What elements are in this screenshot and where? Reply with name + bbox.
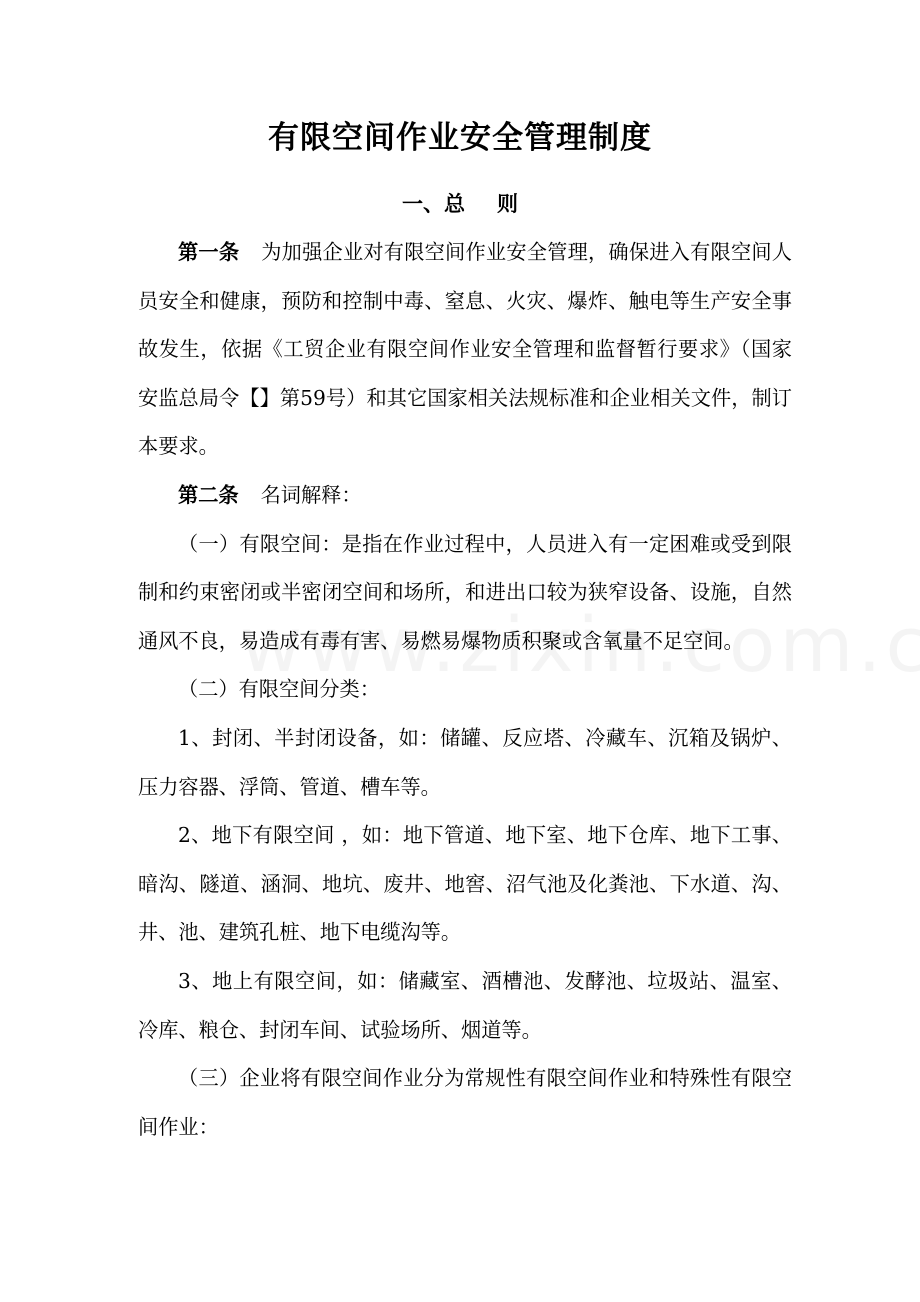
article-label: 第一条 xyxy=(178,240,240,264)
paragraph-text: 1、封闭、半封闭设备，如：储罐、反应塔、冷藏车、沉箱及锅炉、压力容器、浮筒、管道、槽车等。 xyxy=(138,725,792,799)
list-item-2 xyxy=(138,811,792,957)
document-title: 有限空间作业安全管理制度 xyxy=(268,120,652,156)
paragraph-text: （一）有限空间：是指在作业过程中，人员进入有一定困难或受到限制和约束密闭或半密闭空间和场所，和进出口较为狭窄设备、设施，自然通风不良，易造成有毒有害、易燃易爆物质积聚或含氧量不足空间。 xyxy=(138,531,792,653)
paragraph-text: 2、地下有限空间 ，如：地下管道、地下室、地下仓库、地下工事、暗沟、隧道、涵洞、地坑、废井、地窖、沼气池及化粪池、下水道、沟、井、池、建筑孔桩、地下电缆沟等。 xyxy=(138,823,792,945)
paragraph-text: 为加强企业对有限空间作业安全管理，确保进入有限空间人员安全和健康，预防和控制中毒、窒息、火灾、爆炸、触电等生产安全事故发生，依据《工贸企业有限空间作业安全管理和监督暂行要求》（国家安监总局令【】第59号）和其它国家相关法规标准和企业相关文件，制订本要求。 xyxy=(138,240,792,459)
paragraph-text: 3、地上有限空间，如：储藏室、酒槽池、发酵池、垃圾站、温室、冷库、粮仓、封闭车间、试验场所、烟道等。 xyxy=(138,968,792,1042)
paragraph-text: 名词解释： xyxy=(260,482,362,507)
article-label: 第二条 xyxy=(178,482,239,507)
paragraph-text: （二）有限空间分类： xyxy=(178,677,380,702)
classification-paragraph xyxy=(138,665,792,714)
article-1-paragraph xyxy=(138,228,792,471)
operation-type-paragraph xyxy=(138,1054,792,1151)
section-heading-part2: 则 xyxy=(497,192,518,216)
definition-paragraph xyxy=(138,520,792,666)
list-item-1 xyxy=(138,714,792,811)
paragraph-text: （三）企业将有限空间作业分为常规性有限空间作业和特殊性有限空间作业： xyxy=(138,1066,792,1139)
body-text xyxy=(138,228,792,1151)
list-item-3 xyxy=(138,957,792,1054)
section-heading xyxy=(0,188,920,218)
article-2-paragraph xyxy=(138,471,792,520)
section-heading-part1: 一、总 xyxy=(402,192,465,216)
